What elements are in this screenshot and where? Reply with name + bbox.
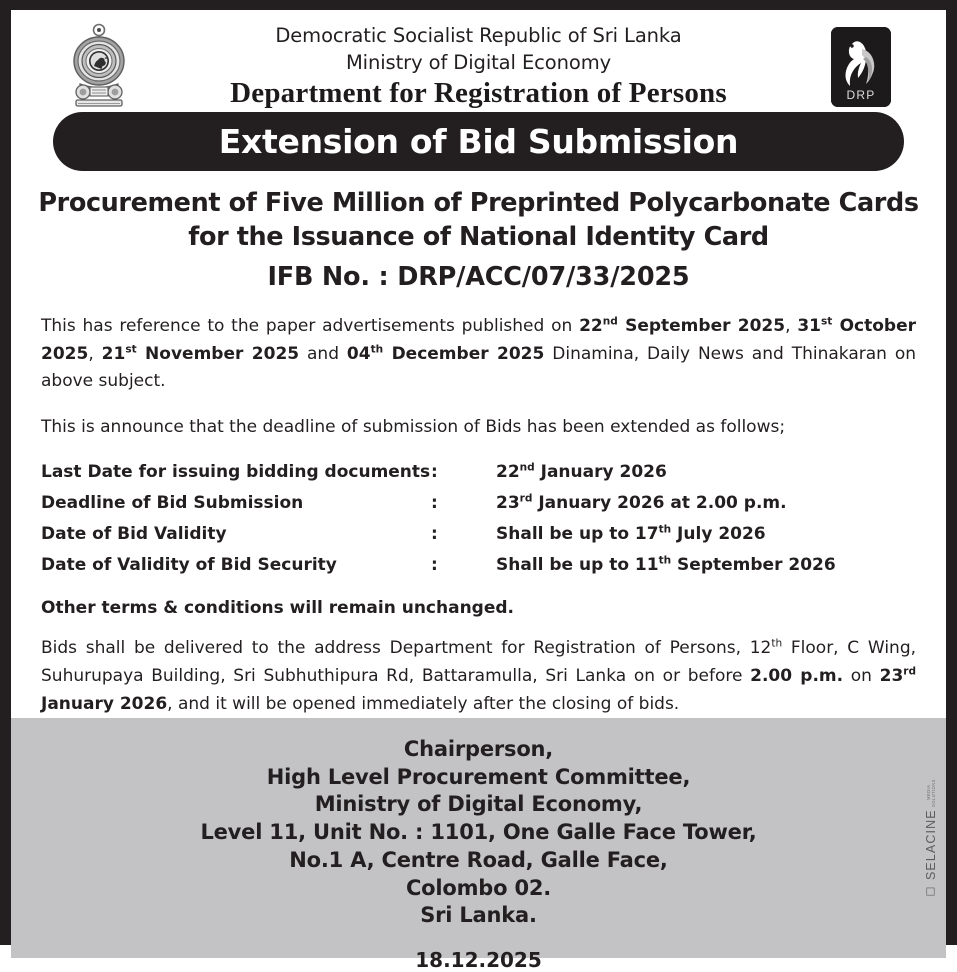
banner-container: [11, 112, 946, 171]
sri-lanka-national-emblem-icon: [66, 24, 132, 112]
document-body: [11, 292, 946, 718]
table-row: [41, 462, 836, 493]
drp-logo: [831, 27, 891, 107]
delivery-date: 23rd January 2026: [41, 665, 917, 714]
procurement-title-block: [11, 171, 946, 292]
date-label: Date of Bid Validity: [41, 524, 227, 545]
date-value: Shall be up to 17th July 2026: [496, 523, 766, 545]
date-colon: :: [431, 493, 438, 514]
document-sheet: [11, 10, 946, 972]
header-ministry-line: Ministry of Digital Economy: [345, 50, 612, 74]
date-label: Date of Validity of Bid Security: [41, 555, 337, 576]
signature-footer: [11, 718, 946, 972]
document-header: [11, 10, 946, 108]
delivery-time: 2.00 p.m.: [750, 665, 844, 686]
date-label: Deadline of Bid Submission: [41, 493, 304, 514]
ifb-number: IFB No. : DRP/ACC/07/33/2025: [267, 262, 690, 293]
date-value: 23rd January 2026 at 2.00 p.m.: [496, 492, 787, 514]
ref-date-1: 22nd September 2025: [579, 315, 786, 337]
watermark-subtext: MEDIA SOLUTIONS: [926, 778, 936, 807]
date-colon: :: [431, 462, 438, 483]
publication-date: 18.12.2025: [415, 948, 542, 972]
footer-line: Level 11, Unit No. : 1101, One Galle Face Tower,: [200, 820, 757, 845]
header-country-line: Democratic Socialist Republic of Sri Lanka: [275, 24, 682, 47]
selacine-watermark: [918, 778, 944, 898]
date-colon: :: [431, 524, 438, 545]
watermark-icon: ☐: [925, 886, 938, 897]
drp-logo-text: DRP: [846, 88, 876, 102]
footer-line: Ministry of Digital Economy,: [314, 792, 643, 817]
header-department-line: Department for Registration of Persons: [230, 77, 727, 109]
key-dates-table: [41, 462, 836, 586]
watermark-text: SELACINE: [924, 809, 938, 881]
footer-line: High Level Procurement Committee,: [266, 764, 691, 789]
table-row: [41, 493, 836, 524]
ref-prefix: This has reference to the paper advertisements published on: [41, 316, 580, 337]
footer-line: No.1 A, Centre Road, Galle Face,: [289, 847, 668, 872]
announcement-paragraph: This is announce that the deadline of submission of Bids has been extended as follows;: [41, 416, 786, 437]
extension-banner: [53, 112, 904, 171]
footer-line: Colombo 02.: [405, 875, 552, 900]
ref-date-2: 31st October 2025: [41, 315, 917, 364]
banner-title: Extension of Bid Submission: [218, 122, 739, 161]
reference-paragraph: [41, 313, 916, 396]
ref-date-3: 21st November 2025: [101, 343, 300, 364]
sep-1: ,: [785, 316, 798, 337]
date-label: Last Date for issuing bidding documents: [41, 462, 431, 483]
other-terms-note: Other terms & conditions will remain unchanged.: [41, 598, 515, 619]
table-row: [41, 555, 836, 586]
date-value: 22nd January 2026: [496, 461, 667, 483]
footer-line: Chairperson,: [403, 737, 554, 762]
sep-3: and: [299, 343, 347, 364]
ref-suffix: Dinamina, Daily News and Thinakaran on above subject.: [41, 343, 917, 392]
sep-2: ,: [88, 343, 102, 364]
ref-date-4: 04th December 2025: [346, 343, 545, 364]
procurement-title: Procurement of Five Million of Preprinted Polycarbonate Cards for the Issuance of National Identity Card: [38, 188, 919, 252]
delivery-paragraph: Bids shall be delivered to the address Department for Registration of Persons, 12th Floor, C Wing, Suhurupaya Building, Sri Subhuthipura Rd, Battaramulla, Sri Lanka on or before 2.00 p.m. on 23rd January 2026, and it will be opened immediately after the closing of bids.: [41, 637, 917, 714]
table-row: [41, 524, 836, 555]
footer-line: Sri Lanka.: [420, 903, 537, 928]
date-value: Shall be up to 11th September 2026: [496, 554, 836, 576]
date-colon: :: [431, 555, 438, 576]
